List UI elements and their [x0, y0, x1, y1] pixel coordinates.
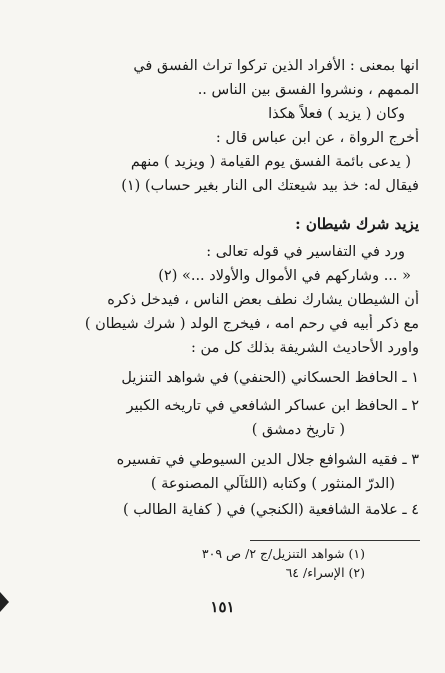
list-item-4: ٤ ـ علامة الشافعية (الكنجي) في ( كفاية الطالب )	[122, 502, 419, 518]
body-line-6: فيقال له: خذ بيد شيعتك الى النار بغير حساب) (١)	[121, 178, 419, 194]
section-line-4: مع ذكر أبيه في رحم امه ، فيخرج الولد ( شرك شيطان )	[84, 316, 419, 332]
body-line-2: الممهم ، ونشروا الفسق بين الناس ..	[197, 82, 419, 98]
footnote-divider	[250, 540, 420, 541]
page-edge-mark	[0, 592, 9, 612]
body-line-5: ( يدعى بائمة الفسق يوم القيامة ( ويزيد ) منهم	[130, 154, 411, 170]
section-line-5: واورد الأحاديث الشريفة بذلك كل من :	[191, 340, 419, 356]
list-item-3: ٣ ـ فقيه الشوافع جلال الدين السيوطي في تفسيره	[116, 452, 419, 468]
section-line-1: ورد في التفاسير في قوله تعالى :	[206, 244, 405, 260]
page-number: ١٥١	[210, 598, 235, 616]
body-line-3: وكان ( يزيد ) فعلاً هكذا	[268, 106, 405, 122]
footnote-2: (٢) الإسراء/ ٦٤	[285, 565, 365, 580]
list-item-2: ٢ ـ الحافظ ابن عساكر الشافعي في تاريخه الكبير	[126, 398, 419, 414]
body-line-4: أخرج الرواة ، عن ابن عباس قال :	[215, 130, 419, 146]
section-line-2: « ... وشاركهم في الأموال والأولاد ...» (٢)	[158, 268, 411, 284]
list-item-1: ١ ـ الحافظ الحسكاني (الحنفي) في شواهد التنزيل	[121, 370, 419, 386]
body-line-1: انها بمعنى : الأفراد الذين تركوا تراث الفسق في	[133, 58, 419, 74]
section-heading: يزيد شرك شيطان :	[295, 215, 419, 233]
section-line-3: أن الشيطان يشارك نطف بعض الناس ، فيدخل ذكره	[107, 292, 419, 308]
footnote-1: (١) شواهد التنزيل/ج ٢/ ص ٣٠٩	[201, 546, 365, 561]
list-item-3-cont: (الدرّ المنثور ) وكتابه (اللئآلي المصنوعة )	[150, 476, 395, 492]
list-item-2-cont: ( تاريخ دمشق )	[251, 422, 345, 438]
